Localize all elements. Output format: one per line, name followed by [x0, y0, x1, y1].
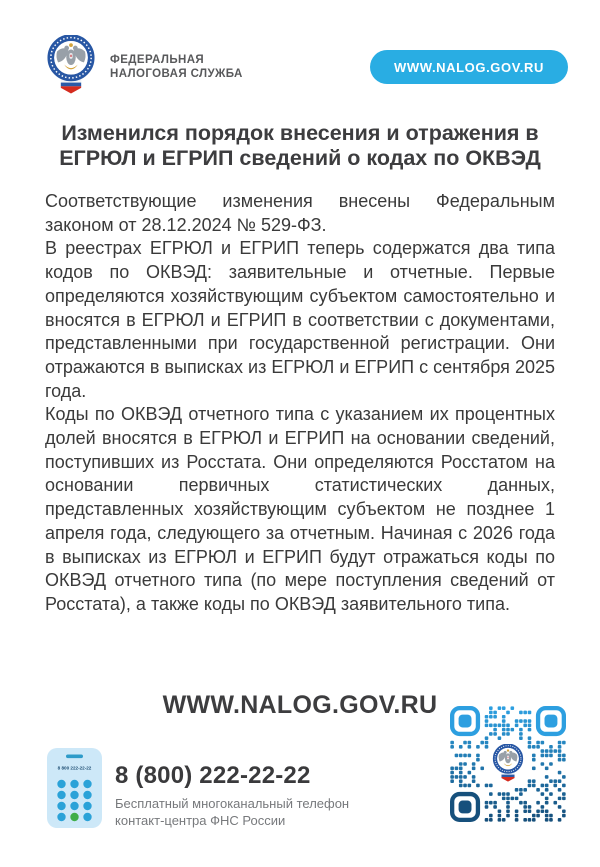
fns-emblem-icon [46, 35, 96, 95]
paragraph-reported-codes: Коды по ОКВЭД отчетного типа с указанием их процентных долей вносятся в ЕГРЮЛ и ЕГРИП на основании сведений, поступивших из Росстата. Они определяются Росстатом на основании первичных статистических данных, представленных хозяйствующим субъектом не позднее 1 апреля года, следующего за отчетным. Начиная с 2026 года в выписках из ЕГРЮЛ и ЕГРИП будут отражаться коды по ОКВЭД отчетного типа (по мере поступления сведений от Росстата), а также коды по ОКВЭД заявительного типа. [45, 404, 555, 614]
phone-screen-text: 8 800 222-22-22 [57, 765, 92, 771]
paragraph-declared-codes: В реестрах ЕГРЮЛ и ЕГРИП теперь содержатся два типа кодов по ОКВЭД: заявительные и отчетные. Первые определяются хозяйствующим субъектом самостоятельно и вносятся в ЕГРЮЛ и ЕГРИП в соответствии с документами, представленными при государственной регистрации. Они отражаются в выписках из ЕГРЮЛ и ЕГРИП с сентября 2025 года. [45, 238, 555, 401]
phone-keypad-icon [47, 748, 102, 833]
org-name [110, 53, 243, 81]
qr-code [450, 706, 566, 822]
contact-block [115, 762, 349, 829]
org-name-line1: ФЕДЕРАЛЬНАЯ [110, 54, 205, 66]
body-text [45, 190, 555, 617]
phone-number: 8 (800) 222-22-22 [115, 762, 311, 789]
website-button[interactable]: WWW.NALOG.GOV.RU [370, 50, 568, 84]
footer-website-url: WWW.NALOG.GOV.RU [162, 691, 438, 719]
phone-caption-line1: Бесплатный многоканальный телефон [115, 796, 350, 811]
phone-caption-line2: контакт-центра ФНС России [115, 812, 286, 828]
paragraph-law: Соответствующие изменения внесены Федеральным законом от 28.12.2024 № 529-ФЗ. [45, 191, 555, 235]
page-title: Изменился порядок внесения и отражения в ЕГРЮЛ и ЕГРИП сведений о кодах по ОКВЭД [59, 121, 541, 170]
org-name-line2: НАЛОГОВАЯ СЛУЖБА [110, 68, 243, 80]
phone-caption [115, 796, 349, 829]
